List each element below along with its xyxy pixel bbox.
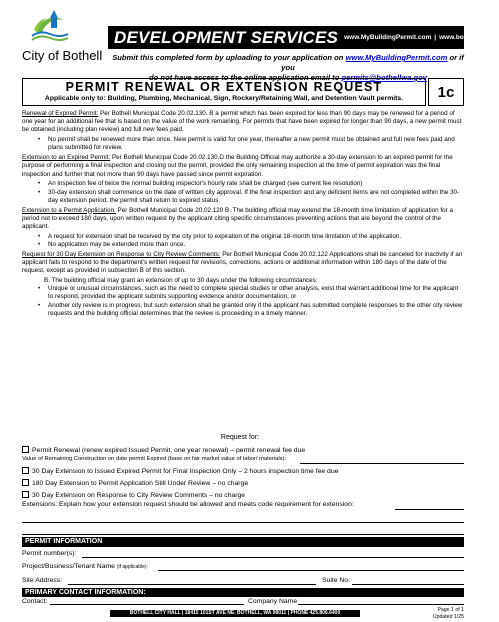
extension-expired-heading: Extension to an Expired Permit: — [22, 154, 111, 162]
permit-numbers-label: Permit number(s): — [22, 550, 77, 557]
renewal-heading: Renewal of Expired Permit: — [22, 110, 99, 117]
extension-explanation-label: Extensions: Explain how your extension request should be allowed and meets code requirement for extension: — [22, 501, 354, 508]
banner-links — [344, 34, 499, 41]
list-item: • No application may be extended more than once. — [38, 241, 464, 249]
logo-text: City of Bothell — [22, 48, 103, 63]
suite-no-label: Suite No: — [322, 577, 350, 584]
list-item: • A request for extension shall be received by the city prior to expiration of the original 18-month time limitation of the application. — [38, 233, 464, 241]
explanation-field-line[interactable] — [22, 522, 464, 523]
permit-numbers-field[interactable] — [82, 557, 464, 558]
submit-email-link[interactable]: permits@bothellwa.gov — [341, 73, 427, 82]
list-item: • No permit shall be renewed more than once. New permit is valid for one year, thereafter a new permit must be obtained and full new fees paid and plans submitted for review. — [38, 136, 464, 152]
extension-expired-paragraph — [22, 154, 464, 179]
checkbox[interactable] — [22, 491, 29, 498]
review-comments-bullets — [38, 285, 464, 318]
extension-application-text: Per Bothell Municipal Code 20.02.120 B. The building official may extend the 18-month time limitation of application for a period not to exceed 180 days, upon written request by the applicant citing specific circumstances preventing actions that are beyond the control of the applicant. — [22, 206, 454, 231]
extension-application-bullets — [38, 233, 464, 249]
review-comments-paragraph — [22, 251, 464, 276]
contact-field[interactable] — [50, 604, 244, 605]
updated-date: Updated 1/25 — [432, 613, 464, 620]
option-label: Permit Renewal (renew expired Issued Permit, one year renewal) – permit renewal fee due — [32, 447, 306, 454]
review-comments-subsection-b: B. The building official may grant an extension of up to 30 days under the following circumstances: — [44, 277, 318, 285]
remaining-value-label: Value of Remaining Construction on date permit Expired (base on fair market value of labor/ materials): — [22, 456, 287, 462]
company-name-label: Company Name — [248, 598, 298, 605]
header-banner — [108, 26, 499, 49]
list-item: • 30-day extension shall commence on the date of written city approval. If the final inspection and any deficient items are not completed within the 30-day extension period, the permit shall return to expired status. — [38, 189, 464, 205]
renewal-text: Per Bothell Municipal Code 20.02.130. B a permit which has been expired for less than 90 days may be renewed for a period of one year for an additional fee that is based on the value of the work remaining. For permits that have been expired for longer than 90 days, a new permit must be obtained (including plan review) and full new fees paid. — [22, 110, 462, 134]
submit-text-1: Submit this completed form by uploading to your application on — [112, 53, 346, 62]
extension-expired-bullets — [38, 180, 464, 205]
form-subtitle: Applicable only to: Building, Plumbing, Mechanical, Sign, Rockery/Retaining Wall, and Detention Vault permits. — [44, 95, 404, 102]
form-code: 1c — [428, 78, 464, 106]
review-comments-heading: Request for 30 Day Extension on Response to City Review Comments: — [22, 250, 221, 258]
remaining-value-field[interactable] — [300, 463, 464, 464]
review-comments-text: Per Bothell Municipal Code 20.02.122 Applications shall be canceled for inactivity if an applicant fails to respond to the department's written request for revisions, corrections, actions or additional information within 180 days of the date of the request, except as provided in subsection B of this section. — [22, 250, 463, 275]
page-info — [433, 607, 464, 620]
renewal-paragraph — [22, 110, 464, 135]
option-final-inspection-extension[interactable] — [22, 467, 338, 475]
list-item: • An inspection fee of twice the normal building inspector's hourly rate shall be charged (see current fee resolution) — [38, 180, 464, 188]
option-application-extension[interactable] — [22, 479, 248, 487]
suite-no-field[interactable] — [352, 584, 464, 585]
submit-link-mybuildingpermit[interactable]: www.MyBuildingPermit.com — [345, 53, 448, 62]
option-label: 30 Day Extension on Response to City Review Comments – no charge — [32, 492, 246, 499]
page-number: Page 1 of 1 — [437, 607, 464, 613]
site-address-label: Site Address: — [22, 577, 63, 584]
renewal-bullets — [38, 136, 464, 152]
city-of-bothell-logo-icon — [30, 6, 70, 46]
checkbox[interactable] — [22, 446, 29, 453]
extension-expired-text: Per Bothell Municipal Code 20.02.130.D the Building Official may authorize a 30-day extension to an expired permit for the purpose of performing a final inspection and closing out the permit, provided the only remaining inspection at the time of permit expiration was the final inspection and further that not more than 90 days have passed since permit expiration. — [22, 154, 453, 178]
banner-title: DEVELOPMENT SERVICES — [114, 27, 339, 47]
extension-application-heading: Extension to a Permit Application: — [22, 206, 116, 214]
checkbox[interactable] — [22, 467, 29, 474]
permit-information-heading: PERMIT INFORMATION — [22, 537, 464, 547]
city-logo — [22, 6, 102, 64]
form-body — [22, 110, 464, 320]
form-title-box — [22, 78, 426, 106]
bothellwa-link[interactable]: www.bothellwa.gov — [439, 34, 499, 41]
link-separator: | — [434, 34, 437, 41]
option-label: 180 Day Extension to Permit Application Still Under Review – no charge — [32, 480, 249, 487]
list-item: • Another city review is in progress, but such extension shall be granted only if the applicant has submitted complete responses to the other city review requests and the building official determines that the review is proceeding in a timely manner. — [38, 302, 464, 318]
project-name-field[interactable] — [158, 570, 464, 571]
submit-text-2: do not have access to the online application email to — [149, 73, 342, 82]
project-name-label — [22, 563, 148, 570]
contact-label: Contact: — [22, 598, 48, 605]
option-review-comments-extension[interactable] — [22, 491, 245, 499]
company-name-field[interactable] — [298, 604, 464, 605]
project-name-text: Project/Business/Tenant Name — [22, 563, 115, 570]
explanation-field-line[interactable] — [395, 509, 464, 510]
form-title: PERMIT RENEWAL OR EXTENSION REQUEST — [65, 80, 383, 94]
checkbox[interactable] — [22, 479, 29, 486]
list-item: • Unique or unusual circumstances, such as the need to complete special studies or other analysis, exist that warrant additional time for the applicant to respond, provided the applicant submits supporting evidence and/or documentation; or — [38, 285, 464, 301]
option-permit-renewal[interactable] — [22, 446, 305, 454]
explanation-field-line[interactable] — [22, 534, 464, 535]
mybuildingpermit-link[interactable]: www.MyBuildingPermit.com — [344, 34, 432, 41]
primary-contact-heading: PRIMARY CONTACT INFORMATION: — [22, 588, 464, 597]
footer-address-bar: BOTHELL CITY HALL | 18415 101ST AVE NE, BOTHELL, WA 98011 | PHONE 425.806.6400 — [110, 610, 360, 617]
site-address-field[interactable] — [68, 584, 316, 585]
request-for-heading: Request for: — [220, 434, 260, 441]
submit-text-1b: or if you — [281, 53, 464, 72]
extension-application-paragraph — [22, 207, 464, 232]
option-label: 30 Day Extension to Issued Expired Permit for Final Inspection Only – 2 hours inspection time fee due — [32, 468, 339, 475]
project-name-note: (if applicable): — [116, 564, 148, 570]
